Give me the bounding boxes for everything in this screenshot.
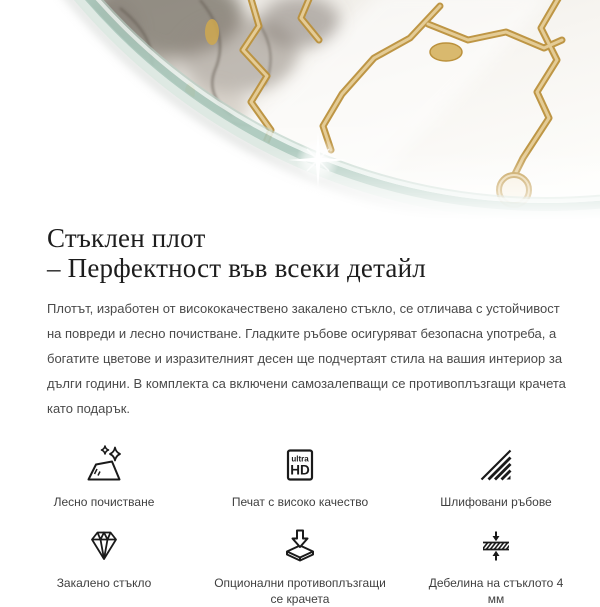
page-title [47, 223, 553, 283]
anti-slip-feet-icon [280, 526, 320, 566]
product-description-text: Плотът, изработен от висококачествено закалено стъкло, се отличава с устойчивост на повреди и лесно почистване. Гладките ръбове осигуряват безопасна употреба, а богатите цветове и изразителният десен ще подчертаят стила на вашия интериор за дълги години. В комплекта са включени самозалепващи се противоплъзгащи крачета като подарък. [47, 301, 566, 416]
feature-label: Печат с високо качество [231, 495, 369, 509]
product-description-section [0, 223, 600, 421]
feature-hd-print [202, 445, 398, 510]
feature-glass-thickness [398, 526, 594, 607]
glass-tabletop-photo [0, 0, 600, 220]
feature-polished-edges [398, 445, 594, 510]
feature-easy-cleaning [6, 445, 202, 510]
ultra-hd-icon [280, 445, 320, 485]
feature-anti-slip-feet [202, 526, 398, 607]
thickness-icon [476, 526, 516, 566]
polished-edges-icon [476, 445, 516, 485]
product-image [0, 0, 600, 220]
feature-label: Опционални противоплъзгащи се крачета [214, 576, 386, 606]
bottom-fade [0, 150, 600, 220]
sparkle-clean-icon [84, 445, 124, 485]
feature-label: Лесно почистване [53, 495, 155, 509]
title-line-2: – Перфектност във всеки детайл [47, 253, 426, 283]
feature-grid [6, 445, 594, 607]
diamond-icon [84, 526, 124, 566]
feature-label: Дебелина на стъклото 4 мм [428, 576, 564, 606]
feature-tempered-glass [6, 526, 202, 607]
feature-label: Шлифовани ръбове [440, 495, 552, 509]
feature-label: Закалено стъкло [56, 576, 152, 590]
hd-label: HD [290, 462, 310, 478]
ultra-label: ultra [291, 454, 309, 464]
title-line-1: Стъклен плот [47, 223, 206, 253]
